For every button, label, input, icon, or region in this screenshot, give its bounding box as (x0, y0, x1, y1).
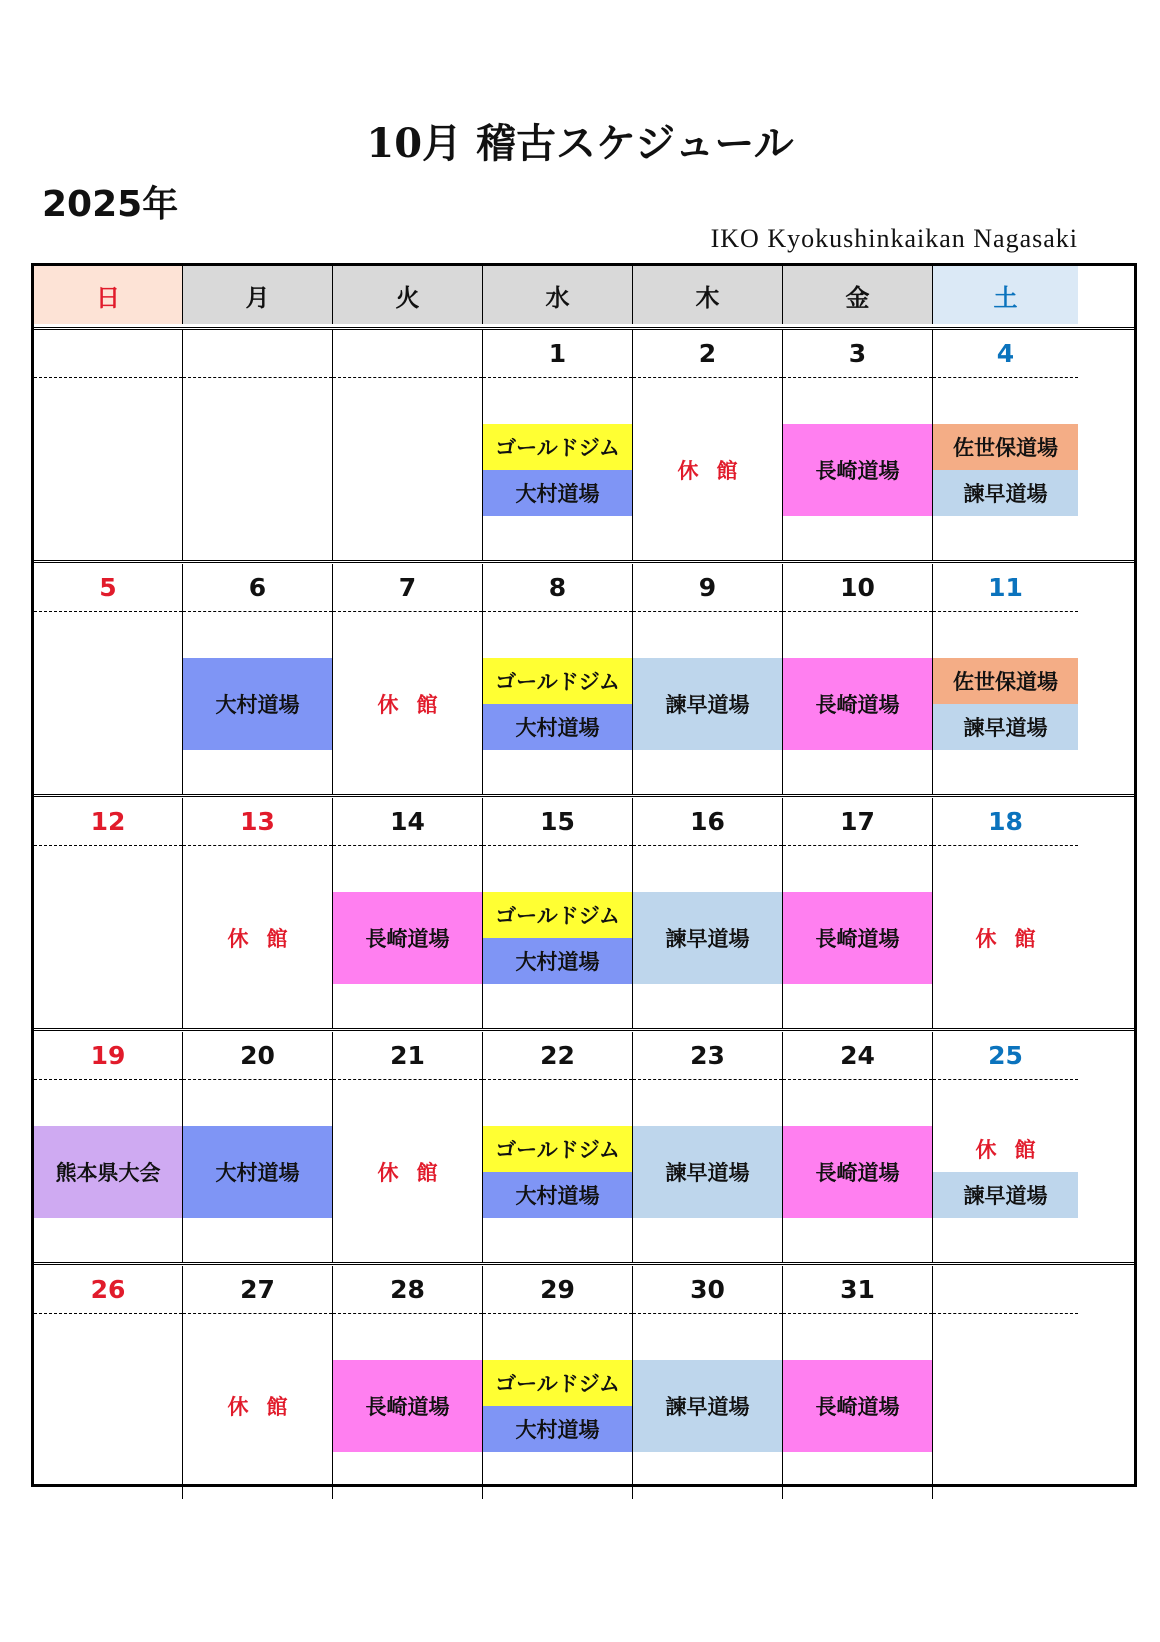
day-number: 1 (483, 330, 632, 378)
weekday-header-row (34, 266, 1134, 330)
weekday-header-tue: 火 (333, 266, 483, 324)
day-cell (183, 798, 333, 1028)
dojo-event: ゴールドジム (483, 892, 632, 938)
day-cell (783, 1032, 933, 1262)
day-cell (783, 798, 933, 1028)
day-cell (483, 1266, 633, 1499)
day-number: 13 (183, 798, 332, 846)
dojo-event: 諫早道場 (933, 1172, 1078, 1218)
day-cell (483, 1032, 633, 1262)
year-label: 2025年 (42, 184, 179, 225)
day-cell (183, 330, 333, 560)
day-cell (333, 798, 483, 1028)
day-cell (633, 564, 783, 794)
day-number: 14 (333, 798, 482, 846)
calendar-week-row (34, 1032, 1134, 1265)
day-cell (183, 1032, 333, 1262)
dojo-event: 大村道場 (483, 704, 632, 750)
day-number: 25 (933, 1032, 1078, 1080)
dojo-event: 大村道場 (183, 1126, 332, 1218)
day-number: 17 (783, 798, 932, 846)
dojo-event: 佐世保道場 (933, 424, 1078, 470)
weekday-header-wed: 水 (483, 266, 633, 324)
day-cell (333, 564, 483, 794)
day-number: 2 (633, 330, 782, 378)
day-cell (483, 798, 633, 1028)
day-number: 24 (783, 1032, 932, 1080)
day-number (183, 330, 332, 378)
dojo-event: 諫早道場 (633, 658, 782, 750)
day-number: 8 (483, 564, 632, 612)
day-cell (633, 1032, 783, 1262)
day-cell (34, 798, 183, 1028)
day-number: 11 (933, 564, 1078, 612)
dojo-event: 長崎道場 (783, 1360, 932, 1452)
day-number: 21 (333, 1032, 482, 1080)
dojo-event: 長崎道場 (783, 892, 932, 984)
dojo-event: ゴールドジム (483, 424, 632, 470)
day-number: 16 (633, 798, 782, 846)
closed-label: 休館 (227, 1394, 306, 1419)
dojo-event: 諫早道場 (933, 704, 1078, 750)
day-number: 26 (34, 1266, 182, 1314)
day-number: 29 (483, 1266, 632, 1314)
calendar-week-row (34, 330, 1134, 563)
dojo-event: 長崎道場 (783, 1126, 932, 1218)
day-cell (34, 1266, 183, 1499)
dojo-event: 長崎道場 (783, 424, 932, 516)
day-number: 10 (783, 564, 932, 612)
day-cell (183, 1266, 333, 1499)
day-number: 18 (933, 798, 1078, 846)
day-cell (633, 330, 783, 560)
weekday-header-thu: 木 (633, 266, 783, 324)
day-cell (183, 564, 333, 794)
day-number: 3 (783, 330, 932, 378)
day-cell (933, 798, 1078, 1028)
dojo-event: 諫早道場 (633, 892, 782, 984)
closed-label: 休館 (377, 692, 456, 717)
day-number: 19 (34, 1032, 182, 1080)
day-number: 23 (633, 1032, 782, 1080)
dojo-event: 大村道場 (183, 658, 332, 750)
day-number: 6 (183, 564, 332, 612)
dojo-event: 大村道場 (483, 938, 632, 984)
day-number: 5 (34, 564, 182, 612)
weekday-header-mon: 月 (183, 266, 333, 324)
day-cell (933, 330, 1078, 560)
day-cell (933, 1032, 1078, 1262)
organization-name: IKO Kyokushinkaikan Nagasaki (710, 224, 1078, 253)
dojo-event: 諫早道場 (933, 470, 1078, 516)
day-number: 30 (633, 1266, 782, 1314)
closed-label: 休館 (377, 1160, 456, 1185)
day-cell (34, 1032, 183, 1262)
calendar-grid (31, 263, 1137, 1487)
day-cell (933, 1266, 1078, 1499)
dojo-event: 長崎道場 (783, 658, 932, 750)
weekday-header-sun: 日 (34, 266, 183, 324)
day-cell (633, 1266, 783, 1499)
day-number: 31 (783, 1266, 932, 1314)
dojo-event: 大村道場 (483, 1172, 632, 1218)
day-cell (783, 1266, 933, 1499)
closed-label: 休館 (975, 926, 1054, 951)
weekday-header-fri: 金 (783, 266, 933, 324)
day-cell (483, 564, 633, 794)
dojo-event: ゴールドジム (483, 658, 632, 704)
day-cell (483, 330, 633, 560)
dojo-event: 諫早道場 (633, 1126, 782, 1218)
day-cell (333, 330, 483, 560)
day-number: 28 (333, 1266, 482, 1314)
day-cell (933, 564, 1078, 794)
day-number (333, 330, 482, 378)
dojo-event: ゴールドジム (483, 1126, 632, 1172)
day-cell (34, 330, 183, 560)
dojo-event: 諫早道場 (633, 1360, 782, 1452)
day-cell (633, 798, 783, 1028)
dojo-event: 佐世保道場 (933, 658, 1078, 704)
day-number: 20 (183, 1032, 332, 1080)
day-number (34, 330, 182, 378)
closed-label: 休館 (975, 1137, 1054, 1162)
closed-label: 休館 (227, 926, 306, 951)
day-number: 9 (633, 564, 782, 612)
dojo-event: 大村道場 (483, 470, 632, 516)
day-number: 22 (483, 1032, 632, 1080)
day-number: 12 (34, 798, 182, 846)
day-cell (333, 1266, 483, 1499)
dojo-event: ゴールドジム (483, 1360, 632, 1406)
calendar-week-row (34, 1266, 1134, 1499)
day-number: 7 (333, 564, 482, 612)
calendar-week-row (34, 798, 1134, 1031)
dojo-event: 熊本県大会 (34, 1126, 182, 1218)
day-number (933, 1266, 1078, 1314)
day-cell (783, 564, 933, 794)
dojo-event: 長崎道場 (333, 1360, 482, 1452)
dojo-event: 長崎道場 (333, 892, 482, 984)
day-number: 27 (183, 1266, 332, 1314)
day-cell (333, 1032, 483, 1262)
day-cell (34, 564, 183, 794)
calendar-week-row (34, 564, 1134, 797)
dojo-event: 大村道場 (483, 1406, 632, 1452)
closed-label: 休館 (677, 458, 756, 483)
day-number: 15 (483, 798, 632, 846)
day-number: 4 (933, 330, 1078, 378)
page-title: 10月 稽古スケジュール (366, 120, 794, 167)
day-cell (783, 330, 933, 560)
weekday-header-sat: 土 (933, 266, 1078, 324)
